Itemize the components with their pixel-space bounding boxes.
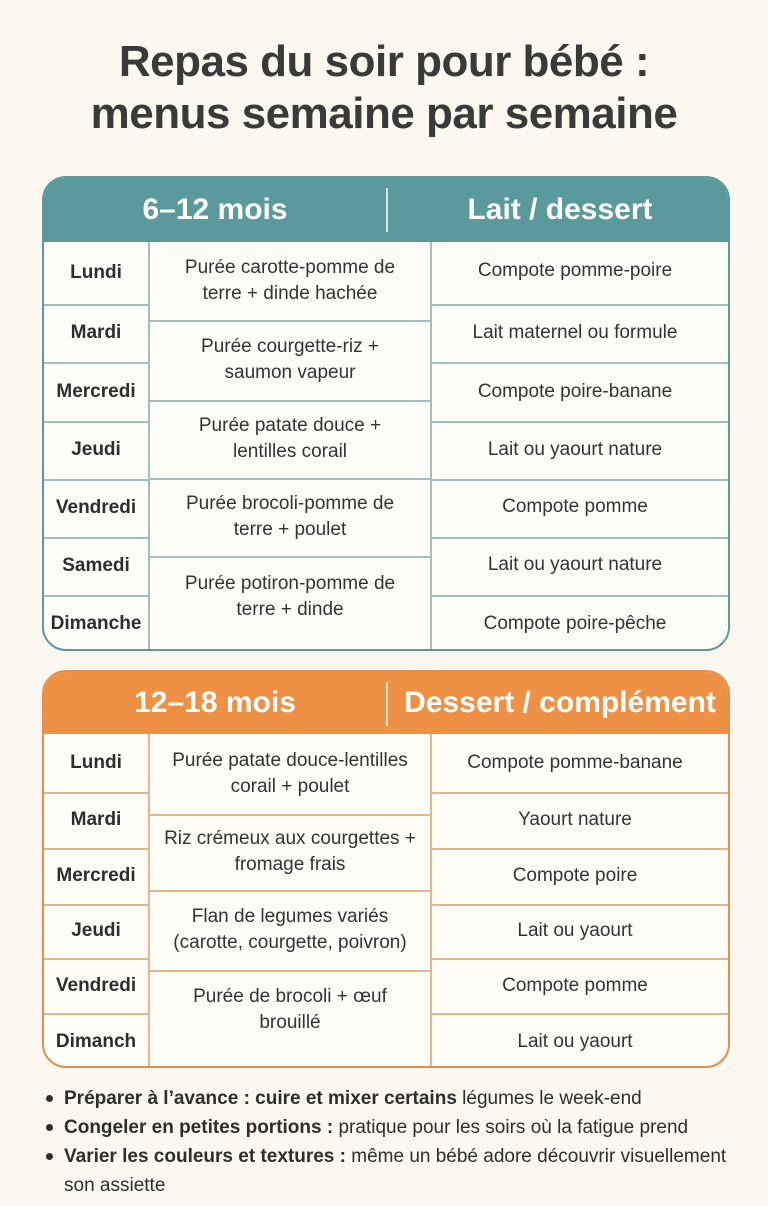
- side-cell: Compote poire: [512, 865, 638, 886]
- header-age: 12–18 mois: [134, 686, 296, 719]
- tip-bold: Varier les couleurs et textures :: [64, 1146, 346, 1167]
- day-cell: Samedi: [62, 555, 130, 576]
- menu-table-6-12: [42, 176, 730, 651]
- title-line-2: menus semaine par semaine: [90, 89, 678, 138]
- meal-cell: Purée carotte-pomme de terre + dinde hachée: [184, 257, 396, 304]
- day-cell: Mardi: [70, 809, 122, 830]
- day-cell: Jeudi: [71, 439, 121, 460]
- header-age: 6–12 mois: [142, 193, 288, 226]
- side-cell: Lait ou yaourt: [517, 1030, 633, 1052]
- title-line-1: Repas du soir pour bébé :: [118, 37, 650, 86]
- side-cell: Compote poire-banane: [477, 380, 673, 402]
- tip-bold: Congeler en petites portions :: [64, 1117, 334, 1138]
- tip-item: [44, 1084, 744, 1113]
- tip-bold: Préparer à l’avance : cuire et mixer certains: [64, 1088, 457, 1109]
- day-cell: Dimanche: [50, 613, 142, 634]
- tip-item: [44, 1142, 744, 1200]
- side-cell: Compote pomme-banane: [467, 752, 683, 773]
- side-cell: Lait ou yaourt nature: [487, 554, 663, 575]
- meal-cell: Flan de legumes variés (carotte, courgette, poivron): [173, 906, 407, 953]
- header-side: Dessert / complément: [404, 686, 716, 719]
- day-cell: Jeudi: [71, 920, 121, 941]
- meal-cell: Purée patate douce-lentilles corail + poulet: [172, 750, 408, 797]
- day-cell: Lundi: [70, 262, 122, 283]
- side-cell: Compote pomme: [502, 496, 648, 517]
- side-cell: Lait ou yaourt nature: [487, 439, 663, 460]
- side-cell: Lait ou yaourt: [517, 920, 633, 941]
- tip-text: même un bébé adore découvrir visuellement son assiette: [64, 1146, 727, 1196]
- day-cell: Mercredi: [56, 380, 136, 402]
- bullet-icon: [46, 1124, 53, 1131]
- meal-cell: Purée potiron-pomme de terre + dinde: [184, 573, 396, 620]
- tips-list: [44, 1084, 744, 1200]
- side-cell: Lait maternel ou formule: [472, 322, 678, 343]
- meal-cell: Purée de brocoli + œuf brouillé: [193, 986, 387, 1033]
- day-cell: Dimanch: [55, 1030, 137, 1052]
- side-cell: Compote pomme-poire: [477, 260, 673, 281]
- meal-cell: Purée patate douce + lentilles corail: [198, 415, 382, 462]
- side-cell: Yaourt nature: [518, 809, 632, 830]
- header-side: Lait / dessert: [467, 193, 653, 226]
- side-cell: Compote pomme: [502, 974, 648, 996]
- tip-item: [44, 1113, 744, 1142]
- bullet-icon: [46, 1095, 53, 1102]
- tip-text: légumes le week-end: [456, 1088, 642, 1109]
- day-cell: Vendredi: [55, 497, 137, 518]
- day-cell: Lundi: [70, 752, 122, 773]
- menu-table-12-18: [42, 670, 730, 1068]
- page-title: [0, 36, 768, 140]
- side-cell: Compote poire-pêche: [483, 613, 667, 634]
- meal-cell: Purée brocoli-pomme de terre + poulet: [185, 493, 395, 540]
- day-cell: Mardi: [70, 322, 122, 343]
- day-cell: Vendredi: [55, 974, 137, 996]
- day-cell: Mercredi: [56, 865, 136, 886]
- column-divider: [148, 734, 150, 1068]
- meal-cell: Purée courgette-riz + saumon vapeur: [201, 336, 379, 383]
- bullet-icon: [46, 1153, 53, 1160]
- meal-cell: Riz crémeux aux courgettes + fromage frais: [164, 828, 416, 875]
- column-divider: [148, 242, 150, 651]
- table-header: [44, 672, 728, 734]
- table-header: [44, 178, 728, 242]
- tip-text: pratique pour les soirs où la fatigue prend: [333, 1117, 689, 1138]
